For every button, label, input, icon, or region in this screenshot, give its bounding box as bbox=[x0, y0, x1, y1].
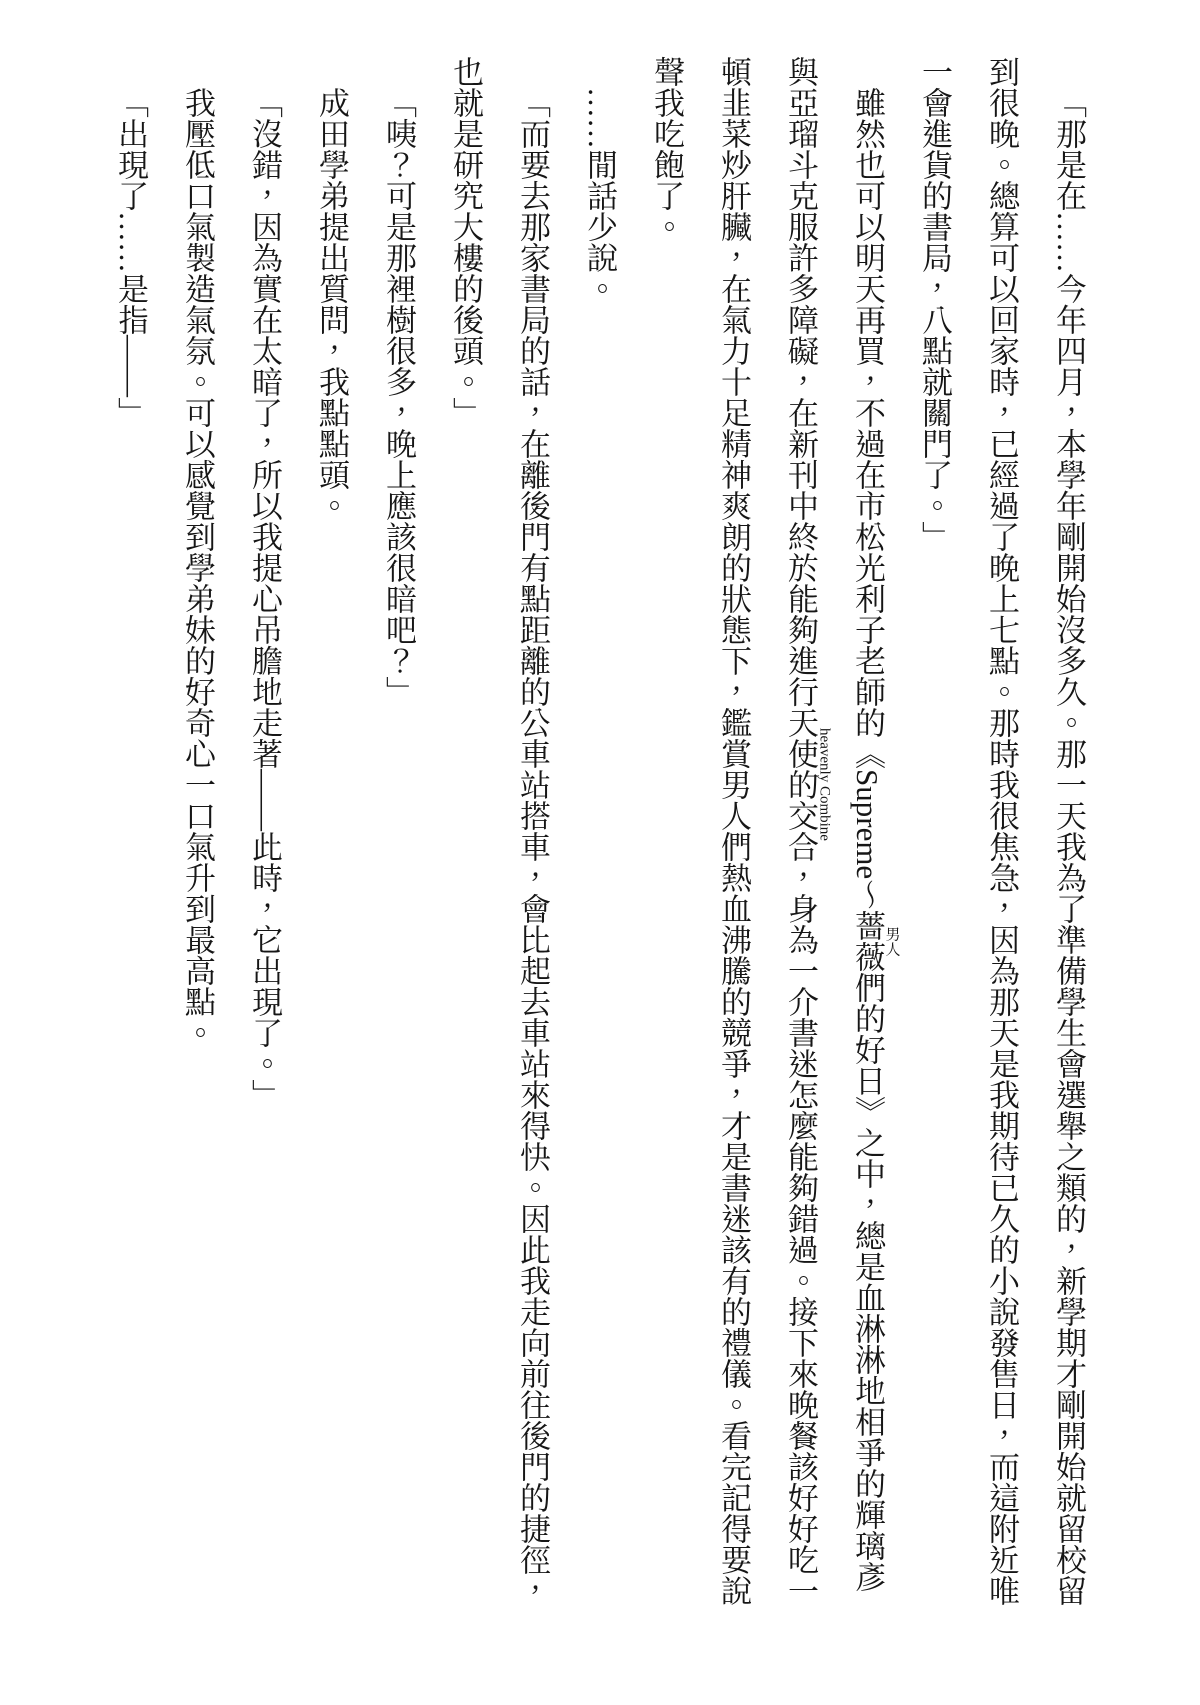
ruby-annotated-text bbox=[783, 707, 833, 862]
text-run: 「出現了……是指——」 bbox=[113, 87, 148, 428]
text-run: 我壓低口氣製造氣氛。可以感覺到學弟妹的好奇心一口氣升到最高點。 bbox=[180, 87, 215, 1048]
paragraph bbox=[231, 56, 298, 1609]
paragraph bbox=[901, 56, 1102, 1609]
text-run: 雖然也可以明天再買，不過在市松光利子老師的《Supreme～ bbox=[850, 87, 885, 911]
ruby-base-text: 天使的交合 bbox=[783, 707, 818, 862]
text-run: 成田學弟提出質問，我點點頭。 bbox=[314, 87, 349, 521]
text-run: 們的好日》之中，總是血淋淋地相爭的輝璃彥與亞瑠斗克服許多障礙，在新刊中終於能夠進行 bbox=[783, 56, 885, 1593]
text-run: 「咦？可是那裡樹很多，晚上應該很暗吧？」 bbox=[381, 87, 416, 707]
text-run: 「那是在……今年四月，本學年剛開始沒多久。那一天我為了準備學生會選舉之類的，新學期才剛開始就留校留到很晚。總算可以回家時，已經過了晚上七點。那時我很焦急，因為那天是我期待已久的小說發售日，而這附近唯一會進貨的書局，八點就關門了。」 bbox=[917, 56, 1086, 1606]
text-run: 「而要去那家書局的話，在離後門有點距離的公車站搭車，會比起去車站來得快。因此我走向前往後門的捷徑，也就是研究大樓的後頭。」 bbox=[448, 56, 550, 1606]
paragraph bbox=[365, 56, 432, 1609]
ruby-base-text: 薔薇 bbox=[850, 910, 885, 973]
paragraph bbox=[97, 56, 164, 1609]
paragraph bbox=[164, 56, 231, 1609]
paragraph bbox=[298, 56, 365, 1609]
paragraph bbox=[633, 56, 901, 1609]
ruby-annotation: 男人 bbox=[883, 910, 900, 973]
ruby-annotated-text bbox=[850, 910, 900, 973]
text-run: ，身為一介書迷怎麼能夠錯過。接下來晚餐該好好吃一頓韭菜炒肝臟，在氣力十足精神爽朗的狀態下，鑑賞男人們熱血沸騰的競爭，才是書迷該有的禮儀。看完記得要說聲我吃飽了。 bbox=[649, 56, 818, 1606]
page-text bbox=[96, 56, 1102, 1609]
paragraph bbox=[432, 56, 566, 1609]
text-run: ……閒話少說。 bbox=[582, 87, 617, 304]
paragraph bbox=[566, 56, 633, 1609]
text-run: 「沒錯，因為實在太暗了，所以我提心吊膽地走著——此時，它出現了。」 bbox=[247, 87, 282, 1110]
ruby-annotation: heavenly Combine bbox=[816, 707, 833, 862]
